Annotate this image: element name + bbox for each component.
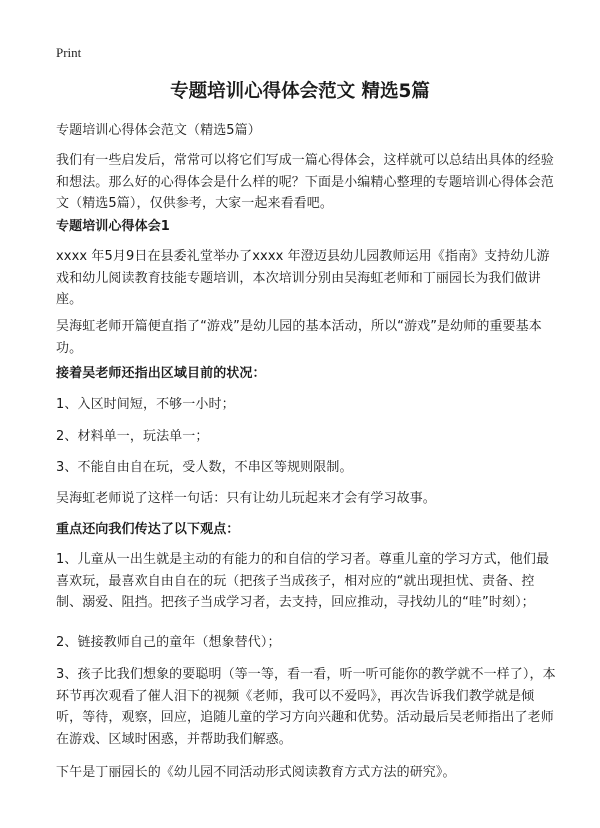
print-link[interactable]: Print: [56, 45, 82, 60]
list-item-2: 2、材料单一，玩法单一；: [56, 429, 209, 444]
document-subtitle: 专题培训心得体会范文（精选5篇）: [56, 123, 261, 138]
intro-paragraph: 我们有一些启发后，常常可以将它们写成一篇心得体会，这样就可以总结出具体的经验和想法。那么好的心得体会是什么样的呢？下面是小编精心整理的专题培训心得体会范文（精选5篇），仅供参考，大家一起来看看吧。: [56, 153, 554, 211]
section-heading-1: 专题培训心得体会1: [56, 219, 170, 234]
paragraph-3: 吴海虹老师说了这样一句话：只有让幼儿玩起来才会有学习故事。: [56, 491, 436, 506]
section-heading-3: 重点还向我们传达了以下观点：: [56, 522, 240, 537]
point-2: 2、链接教师自己的童年（想象替代）；: [56, 635, 281, 650]
document-title: 专题培训心得体会范文 精选5篇: [170, 81, 430, 102]
paragraph-1: xxxx 年5月9日在县委礼堂举办了xxxx 年澄迈县幼儿园教师运用《指南》支持幼儿游戏和幼儿阅读教育技能专题培训，本次培训分别由吴海虹老师和丁丽园长为我们做讲座。: [56, 249, 550, 307]
paragraph-2: 吴海虹老师开篇便直指了“游戏”是幼儿园的基本活动，所以“游戏”是幼师的重要基本功。: [56, 319, 542, 356]
point-1: 1、儿童从一出生就是主动的有能力的和自信的学习者。尊重儿童的学习方式，他们最喜欢玩，最喜欢自由自在的玩（把孩子当成孩子，相对应的“就出现担忧、责备、控制、溺爱、阻挡。把孩子当成学习者，去支持，回应推动，寻找幼儿的“哇”时刻）；: [56, 552, 550, 610]
section-heading-2: 接着吴老师还指出区域目前的状况：: [56, 366, 266, 381]
paragraph-4: 下午是丁丽园长的《幼儿园不同活动形式阅读教育方式方法的研究》。: [56, 765, 456, 780]
list-item-1: 1、入区时间短，不够一小时；: [56, 397, 235, 412]
point-3: 3、孩子比我们想象的要聪明（等一等，看一看，听一听可能你的教学就不一样了），本环节再次观看了催人泪下的视频《老师，我可以不爱吗》，再次告诉我们教学就是倾听，等待，观察，回应，追随儿童的学习方向兴趣和优势。活动最后吴老师指出了老师在游戏、区域时困惑，并帮助我们解惑。: [56, 667, 556, 747]
list-item-3: 3、不能自由自在玩，受人数，不串区等规则限制。: [56, 460, 353, 475]
